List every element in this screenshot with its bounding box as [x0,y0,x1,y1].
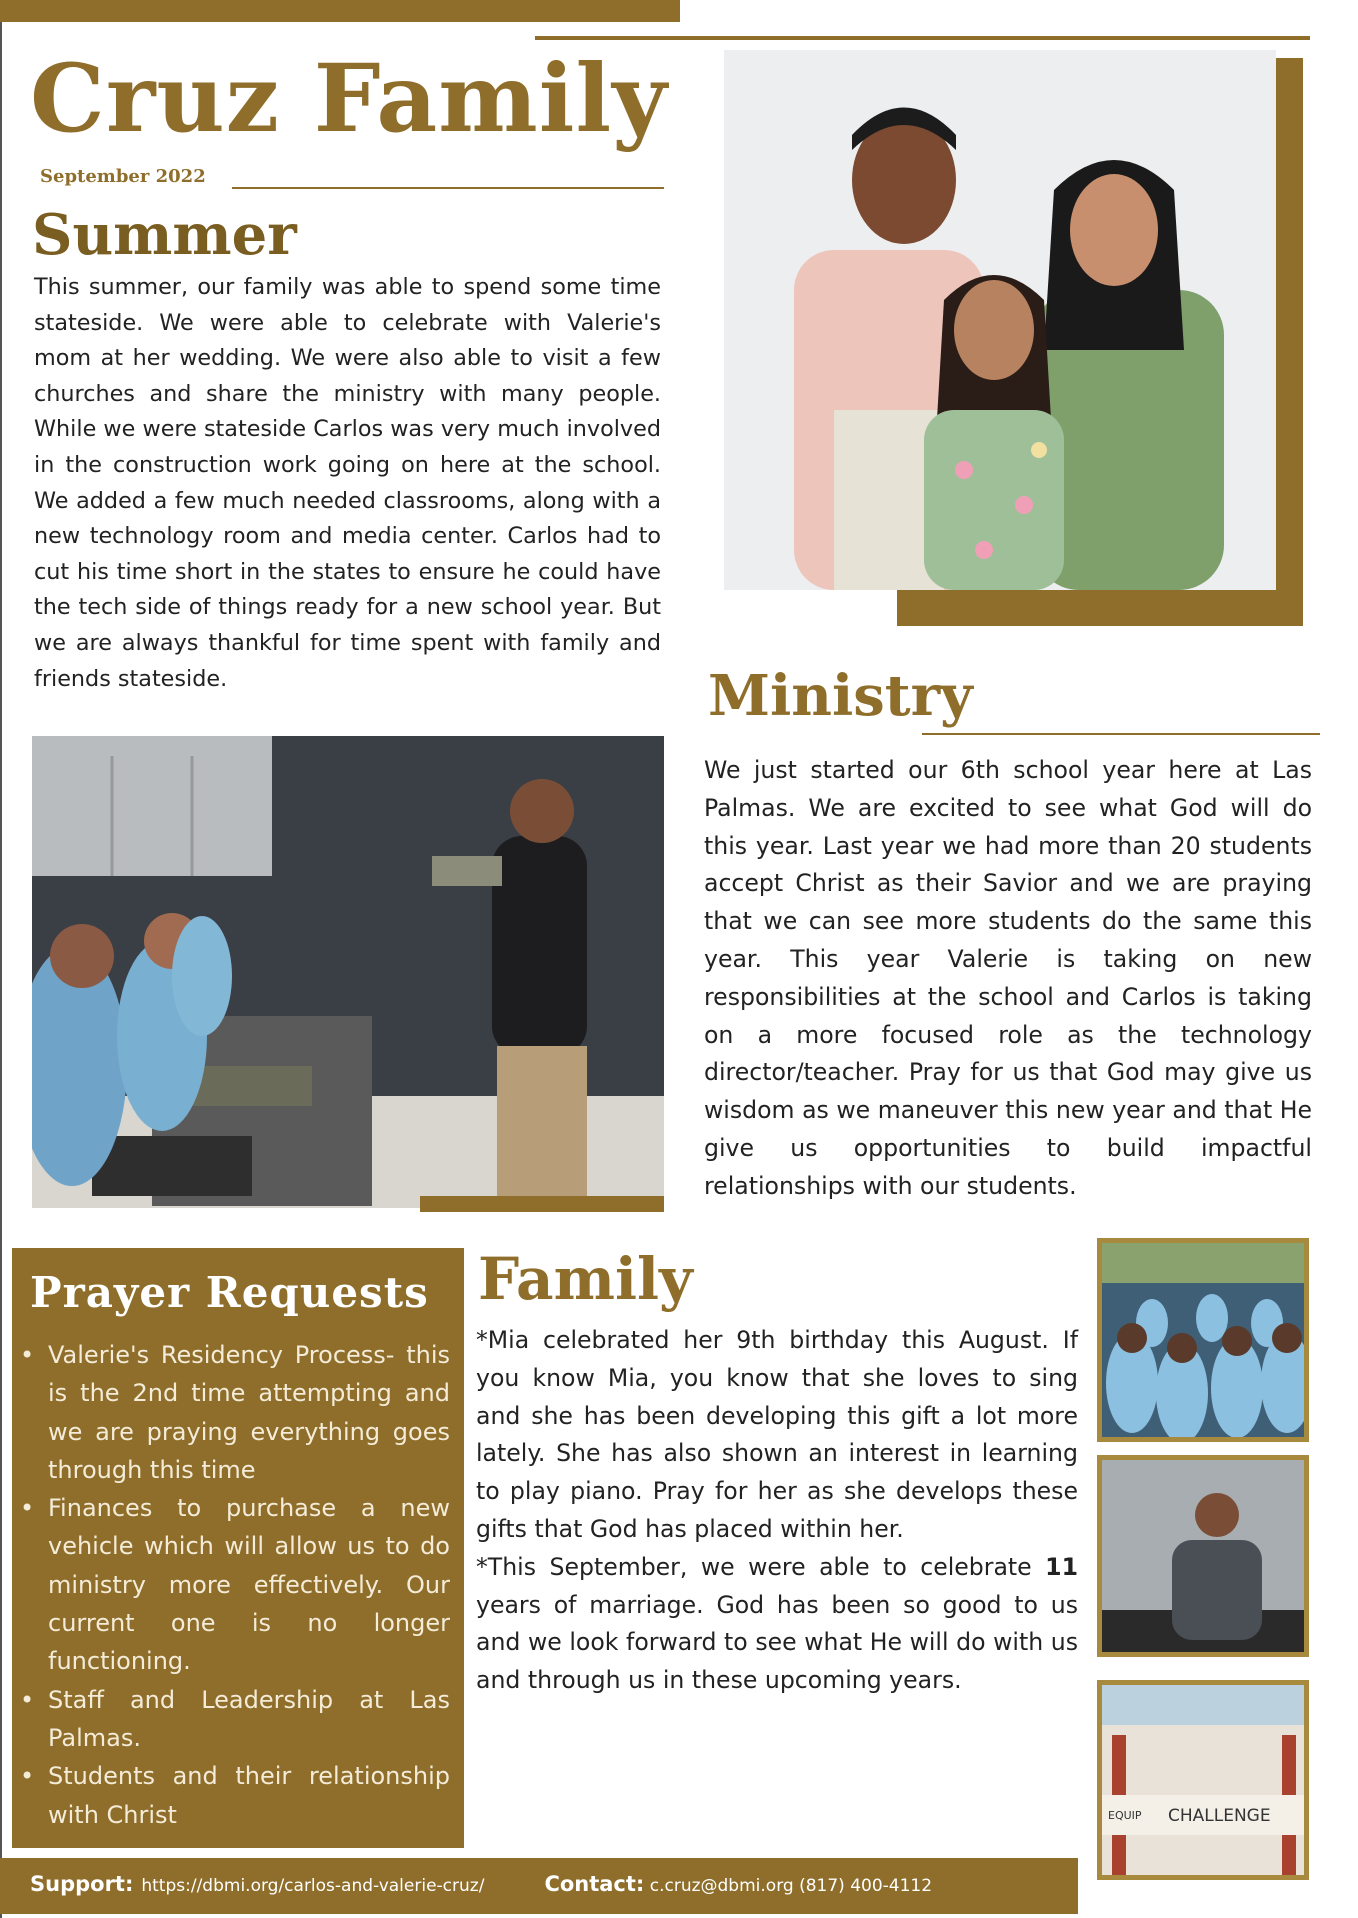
challenge-sign: CHALLENGE [1168,1806,1271,1826]
speaker-photo [1097,1455,1309,1657]
support-link[interactable]: https://dbmi.org/carlos-and-valerie-cruz/ [141,1876,485,1896]
page-edge-line [0,0,2,1918]
prayer-requests-list [20,1336,450,1834]
ministry-divider [922,733,1320,735]
anniversary-years: 11 [1045,1552,1078,1581]
family-text [476,1322,1078,1700]
family-heading: Family [478,1245,693,1313]
family-paragraph-anniversary: *This September, we were able to celebrate 11 years of marriage. God has been so good to us and we look forward to see what He will do with us and through us in these upcoming years. [476,1552,1078,1695]
ministry-text: We just started our 6th school year here at Las Palmas. We are excited to see what God will do this year. Last year we had more than 20 students accept Christ as their Savior and we are praying that we can see more students do the same this year. This year Valerie is taking on new responsibilities at the school and Carlos is taking on a more focused role as the technology director/teacher. Pray for us that God may give us wisdom as we maneuver this new year and that He give us opportunities to build impactful relationships with our students. [704,756,1312,1200]
footer-bar [0,1858,1078,1914]
summer-heading: Summer [32,202,297,268]
footer-contact-row [30,1872,932,1896]
family-paragraph-birthday: *Mia celebrated her 9th birthday this August. If you know Mia, you know that she loves to sing and she has been developing this gift a lot more lately. She has also shown an interest in learning to play piano. Pray for her as she develops these gifts that God has placed within her. [476,1326,1078,1543]
top-accent-bar [0,0,680,22]
school-building-photo [1097,1680,1309,1880]
top-accent-line [535,36,1310,40]
classroom-photo-underbar [420,1196,664,1212]
prayer-item: • Staff and Leadership at Las Palmas. [20,1681,450,1758]
prayer-item: • Students and their relationship with Christ [20,1757,450,1834]
prayer-item: • Finances to purchase a new vehicle which will allow us to do ministry more effectively. Our current one is no longer functioning. [20,1489,450,1680]
equip-sign: EQUIP [1108,1809,1142,1822]
date-divider [232,187,664,189]
prayer-requests-heading: Prayer Requests [30,1268,429,1317]
contact-info[interactable]: c.cruz@dbmi.org (817) 400-4112 [649,1876,933,1896]
ministry-heading: Ministry [708,663,973,729]
classroom-photo-illustration [32,736,664,1208]
contact-label: Contact: [544,1872,645,1896]
newsletter-date: September 2022 [40,166,206,187]
family-photo [724,50,1276,590]
support-label: Support: [30,1872,134,1896]
prayer-item: • Valerie's Residency Process- this is the 2nd time attempting and we are praying everything goes through this time [20,1336,450,1489]
classroom-photo [32,736,664,1208]
students-assembly-photo [1097,1238,1309,1442]
newsletter-title: Cruz Family [30,44,668,154]
summer-text: This summer, our family was able to spend some time stateside. We were able to celebrate with Valerie's mom at her wedding. We were also able to visit a few churches and share the ministry with many people. While we were stateside Carlos was very much involved in the construction work going on here at the school. We added a few much needed classrooms, along with a new technology room and media center. Carlos had to cut his time short in the states to ensure he could have the tech side of things ready for a new school year. But we are always thankful for time spent with family and friends stateside. [34,274,661,692]
family-photo-illustration [724,50,1276,590]
